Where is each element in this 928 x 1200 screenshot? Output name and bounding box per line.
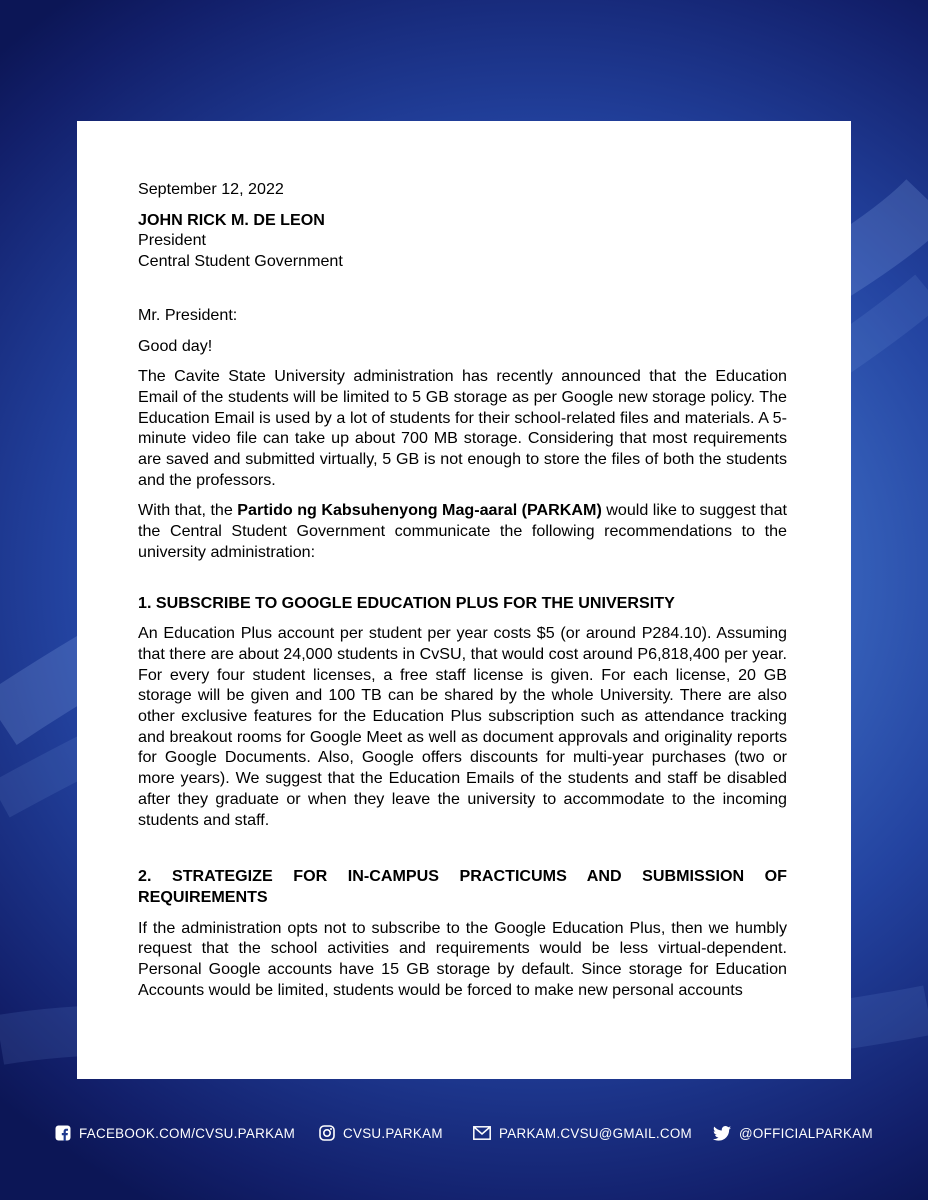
facebook-icon (55, 1125, 71, 1141)
instagram-label: CVSU.PARKAM (343, 1125, 443, 1141)
letter-date: September 12, 2022 (138, 180, 284, 198)
paragraph-suggestion (138, 500, 787, 562)
recipient-organization: Central Student Government (138, 252, 343, 271)
footer-facebook-link[interactable] (55, 1120, 295, 1146)
salutation: Mr. President: (138, 305, 238, 324)
party-name: Partido ng Kabsuhenyong Mag-aaral (PARKAM) (237, 501, 602, 520)
footer-social-bar (0, 1120, 928, 1146)
footer-instagram-link[interactable] (319, 1120, 443, 1146)
facebook-label: FACEBOOK.COM/CVSU.PARKAM (79, 1125, 296, 1141)
section-2-body: If the administration opts not to subscribe to the Google Education Plus, then we humbly request that the school activities and requirements would be less virtual-dependent. Personal Google accounts have 15 GB storage by default. Since storage for Education Accounts would be limited, students would be forced to make new personal accounts (138, 918, 787, 999)
section-2-heading: 2. STRATEGIZE FOR IN-CAMPUS PRACTICUMS AND SUBMISSION OF REQUIREMENTS (138, 867, 787, 906)
email-label: PARKAM.CVSU@GMAIL.COM (499, 1125, 693, 1141)
paragraph-suggestion-prefix: With that, the (138, 501, 238, 520)
recipient-name: JOHN RICK M. DE LEON (138, 210, 325, 229)
mail-icon (473, 1126, 491, 1140)
footer-twitter-link[interactable] (713, 1120, 873, 1146)
instagram-icon (319, 1125, 335, 1141)
paragraph-intro: The Cavite State University administration has recently announced that the Education Email of the students will be limited to 5 GB storage as per Google new storage policy. The Education Email is used by a lot of students for their school-related files and materials. A 5-minute video file can take up about 700 MB storage. Considering that most requirements are saved and submitted virtually, 5 GB is not enough to store the files of both the students and the professors. (138, 367, 787, 489)
greeting: Good day! (138, 336, 213, 355)
letter-page (77, 121, 851, 1079)
section-1-heading: 1. SUBSCRIBE TO GOOGLE EDUCATION PLUS FOR THE UNIVERSITY (138, 593, 675, 612)
paragraph-suggestion-suffix: would like to suggest that the Central Student Government communicate the following recommendations to the university administration: (138, 501, 788, 561)
twitter-label: @OFFICIALPARKAM (739, 1125, 873, 1141)
footer-email-link[interactable] (473, 1120, 692, 1146)
twitter-icon (713, 1126, 731, 1141)
section-1-body: An Education Plus account per student per year costs $5 (or around P284.10). Assuming that there are about 24,000 students in CvSU, that would cost around P6,818,400 per year. For every four student licenses, a free staff license is given. For each license, 20 GB storage will be given and 100 TB can be shared by the whole University. There are also other exclusive features for the Education Plus subscription such as attendance tracking and breakout rooms for Google Meet as well as document approvals and originality reports for Google Documents. Also, Google offers discounts for multi-year purchases (two or more years). We suggest that the Education Emails of the students and staff be disabled after they graduate or when they leave the university to accommodate to the incoming students and staff. (138, 624, 787, 829)
recipient-title: President (138, 231, 206, 250)
